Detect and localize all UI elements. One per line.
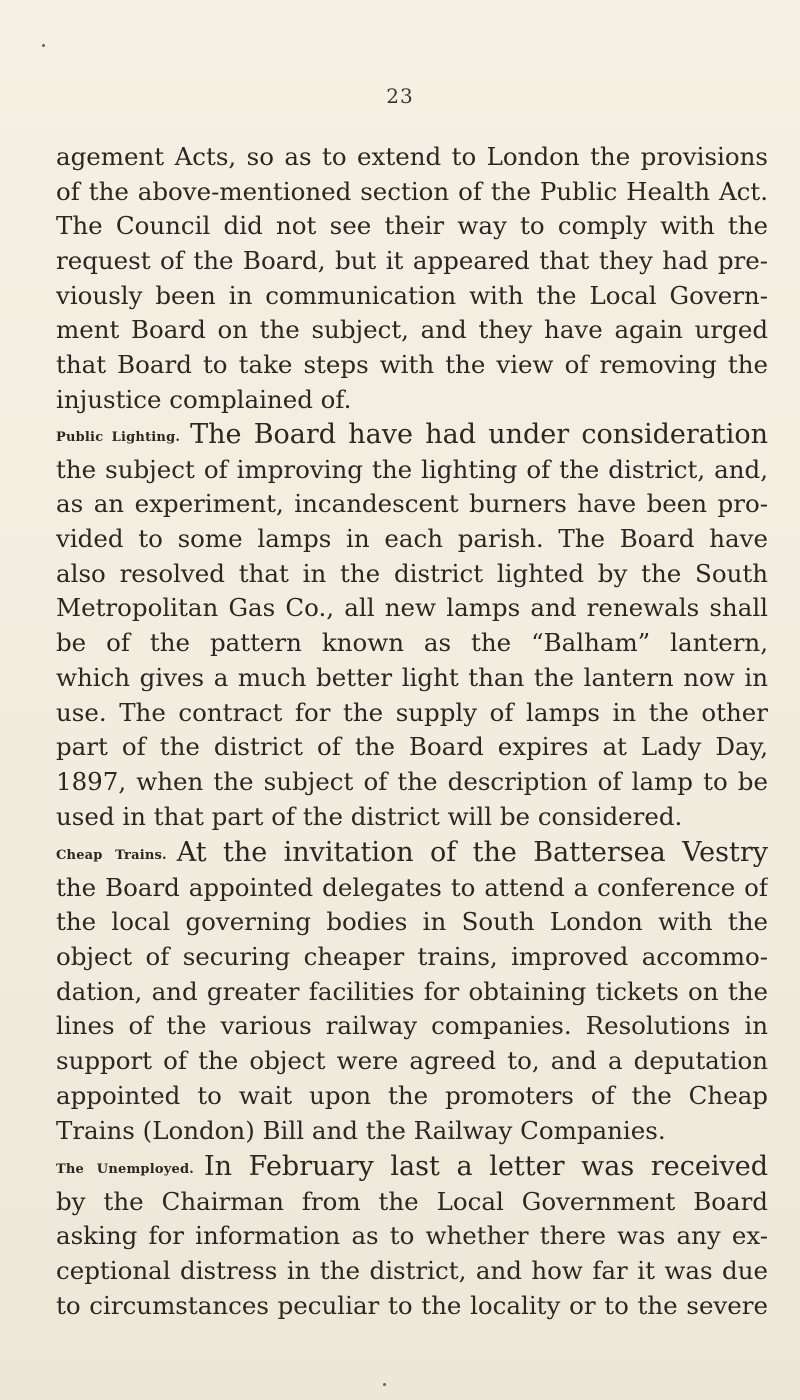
text-line: the subject of improving the lighting of the district, and,	[56, 454, 768, 484]
side-heading-the-unemployed: The Unemployed.	[56, 1162, 194, 1177]
text-line: object of securing cheaper trains, improved accommo-	[56, 942, 768, 972]
paragraph-lead-text: In February last a letter was received	[203, 1151, 768, 1182]
text-line: asking for information as to whether there was any ex-	[56, 1221, 768, 1251]
text-line	[56, 418, 768, 453]
text-line: which gives a much better light than the lantern now in	[56, 662, 768, 692]
text-line: as an experiment, incandescent burners have been pro-	[56, 489, 768, 519]
paragraph-public-lighting	[56, 418, 768, 834]
text-line: by the Chairman from the Local Government Board	[56, 1186, 768, 1216]
paragraph-cheap-trains	[56, 836, 768, 1148]
text-line: viously been in communication with the Local Govern-	[56, 280, 768, 310]
text-line	[56, 836, 768, 871]
text-line: used in that part of the district will be considered.	[56, 801, 683, 831]
text-line: request of the Board, but it appeared that they had pre-	[56, 246, 768, 276]
text-line: be of the pattern known as the “Balham” lantern,	[56, 628, 768, 658]
paragraph-the-unemployed	[56, 1150, 768, 1323]
text-line: ceptional distress in the district, and how far it was due	[56, 1256, 768, 1286]
paragraph-lead-text: At the invitation of the Battersea Vestry	[176, 837, 768, 868]
paragraph-lead-text: The Board have had under consideration	[190, 419, 768, 450]
text-line: agement Acts, so as to extend to London the provisions	[56, 142, 768, 171]
text-line: lines of the various railway companies. Resolutions in	[56, 1011, 768, 1041]
side-heading-cheap-trains: Cheap Trains.	[56, 848, 167, 863]
print-speck	[42, 44, 45, 47]
text-line: part of the district of the Board expires at Lady Day,	[56, 732, 768, 762]
print-speck	[383, 1383, 386, 1386]
text-line: 1897, when the subject of the description of lamp to be	[56, 766, 768, 796]
text-line: that Board to take steps with the view of removing the	[56, 350, 768, 380]
text-line: support of the object were agreed to, and a deputation	[56, 1046, 768, 1076]
side-heading-public-lighting: Public Lighting.	[56, 430, 181, 445]
text-line: the local governing bodies in South London with the	[56, 907, 768, 937]
text-line: vided to some lamps in each parish. The Board have	[56, 524, 768, 554]
text-line: ment Board on the subject, and they have again urged	[56, 315, 768, 345]
text-line: Metropolitan Gas Co., all new lamps and renewals shall	[56, 593, 768, 623]
text-line: injustice complained of.	[56, 384, 352, 414]
page-number: 23	[386, 84, 414, 108]
text-line: dation, and greater facilities for obtaining tickets on the	[56, 976, 768, 1006]
text-line: use. The contract for the supply of lamps in the other	[56, 697, 768, 727]
text-line: The Council did not see their way to comply with the	[56, 211, 768, 241]
paragraph-continuation	[56, 140, 768, 418]
text-line: of the above-mentioned section of the Public Health Act.	[56, 176, 768, 206]
text-line: the Board appointed delegates to attend a conference of	[56, 872, 768, 902]
text-line: to circumstances peculiar to the locality or to the severe	[56, 1290, 768, 1320]
text-line: Trains (London) Bill and the Railway Companies.	[56, 1115, 666, 1145]
text-line: appointed to wait upon the promoters of the Cheap	[56, 1080, 768, 1110]
text-line: also resolved that in the district lighted by the South	[56, 558, 768, 588]
text-line	[56, 1150, 768, 1185]
